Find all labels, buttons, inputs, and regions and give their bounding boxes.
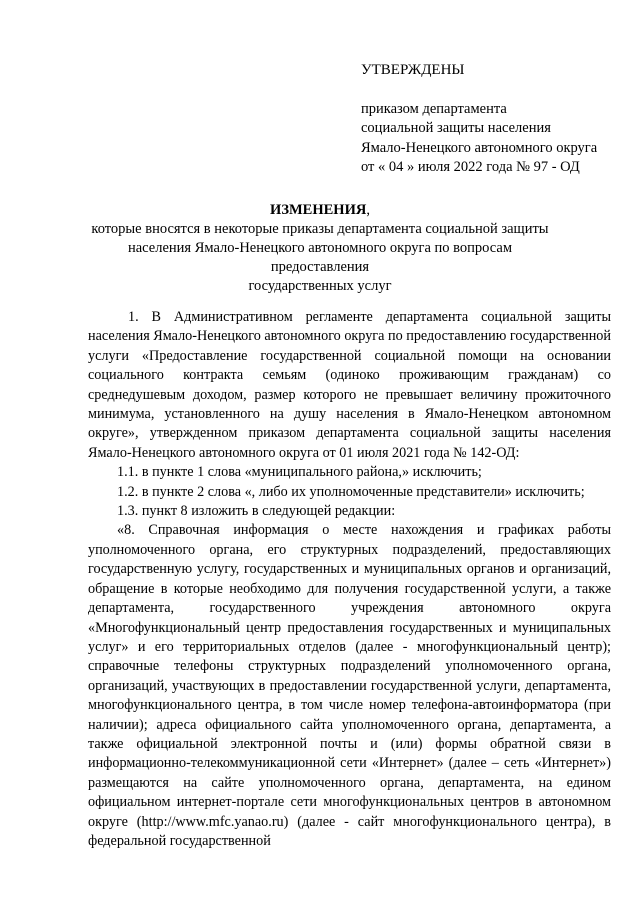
approval-line: Ямало-Ненецкого автономного округа [361,139,598,156]
paragraph-1-3: 1.3. пункт 8 изложить в следующей редакции: [117,503,396,520]
approval-block [361,61,631,178]
paragraph-8-text: «8. Справочная информация о месте нахождения и графиках работы уполномоченного органа, его структурных подразделений, предоставляющих государственную услугу, государственных и муниципальных органов и организаций, обращение в которые необходимо для получения государственной услуги, а также департамента, государственного учреждения автономного округа «Многофункциональный центр предоставления государственных и муниципальных услуг» и его территориальных отделов (далее - многофункциональный центр); справочные телефоны структурных подразделений уполномоченного органа, организаций, участвующих в предоставлении государственной услуги, департамента, многофункционального центра, в том числе номер телефона-автоинформатора (при наличии); адреса официального сайта уполномоченного органа, департамента, а также официальной электронной почты и (или) формы обратной связи в информационно-телекоммуникационной сети «Интернет» (далее – сеть «Интернет») размещаются на сайте уполномоченного органа, департамента, на едином официальном интернет-портале сети многофункциональных центров в автономном округе (http://www.mfc.yanao.ru) (далее - сайт многофункционального центра), в федеральной государственной [88,522,611,849]
title-heading-suffix: , [366,202,370,218]
document-body [88,308,611,851]
title-subtitle-line: государственных услуг [248,278,392,294]
title-subtitle-line: населения Ямало-Ненецкого автономного округа по вопросам предоставления [127,240,513,275]
title-heading: ИЗМЕНЕНИЯ [270,202,367,218]
approval-line: социальной защиты населения [361,120,551,136]
approval-date-line: от « 04 » июля 2022 года № 97 - ОД [361,159,580,175]
approval-heading: УТВЕРЖДЕНЫ [361,62,465,78]
approval-line: приказом департамента [361,100,507,117]
title-subtitle-line: которые вносятся в некоторые приказы департамента социальной защиты [91,221,549,237]
title-heading-line [88,201,552,220]
document-title [88,201,552,296]
paragraph-1-2: 1.2. в пункте 2 слова «, либо их уполномоченные представители» исключить; [117,483,585,500]
paragraph-1: 1. В Административном регламенте департамента социальной защиты населения Ямало-Ненецкого автономного округа по предоставлению государственной услуги «Предоставление государственной социальной помощи на основании социального контракта семьям (одиноко проживающим гражданам) со среднедушевым доходом, размер которого не превышает величину прожиточного минимума, установленного на душу населения в Ямало-Ненецком автономном округе», утвержденном приказом департамента социальной защиты населения Ямало-Ненецкого автономного округа от 01 июля 2021 года № 142-ОД: [88,309,611,461]
paragraph-1-1: 1.1. в пункте 1 слова «муниципального района,» исключить; [117,464,482,481]
